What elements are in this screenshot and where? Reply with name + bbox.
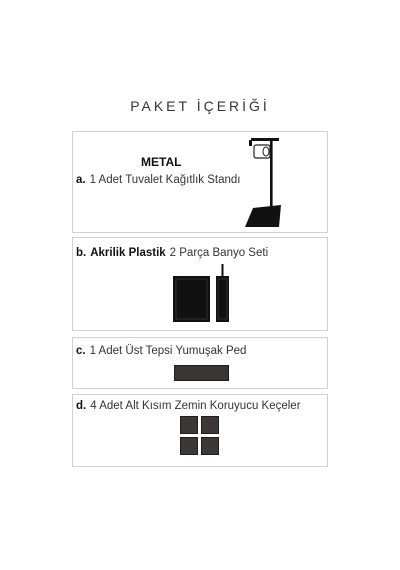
felt-pad: [201, 416, 219, 434]
page-title: PAKET İÇERİĞİ: [130, 98, 270, 114]
item-d-card: [72, 394, 328, 467]
felt-pad: [180, 416, 198, 434]
item-b-letter: b.: [76, 247, 87, 259]
soft-pad-image: [174, 365, 229, 381]
item-d-letter: d.: [76, 400, 87, 412]
felt-pad: [201, 437, 219, 455]
item-a-card: [72, 131, 328, 233]
item-c-letter: c.: [76, 345, 86, 357]
felt-pads-image: [180, 416, 220, 456]
item-b-card: [72, 237, 328, 331]
toilet-paper-stand-image: [239, 135, 283, 227]
item-c-text: 1 Adet Üst Tepsi Yumuşak Ped: [89, 345, 247, 357]
item-c-description: [76, 345, 246, 357]
acrylic-bath-set-image: [171, 264, 231, 324]
felt-pad: [180, 437, 198, 455]
item-d-text: 4 Adet Alt Kısım Zemin Koruyucu Keçeler: [90, 400, 301, 412]
item-d-description: [76, 400, 301, 412]
item-c-card: [72, 337, 328, 389]
item-b-text: 2 Parça Banyo Seti: [169, 247, 269, 259]
item-a-description: [76, 174, 240, 186]
item-a-heading: METAL: [141, 155, 182, 169]
item-a-text: 1 Adet Tuvalet Kağıtlık Standı: [89, 174, 241, 186]
item-b-bold: Akrilik Plastik: [90, 247, 166, 259]
item-a-letter: a.: [76, 174, 86, 186]
item-b-description: [76, 247, 268, 259]
